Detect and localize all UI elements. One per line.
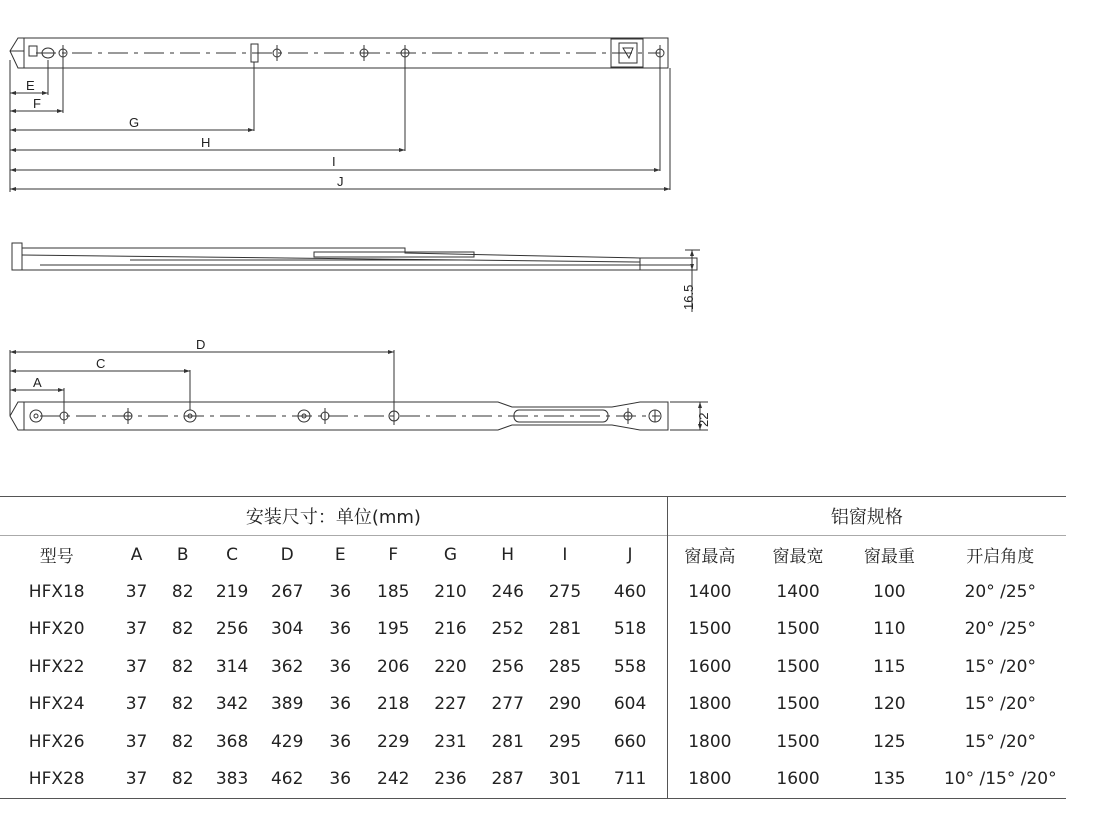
dim-label-a: A	[33, 375, 42, 390]
top-dimensions	[10, 60, 670, 192]
table-row	[0, 573, 1066, 611]
dimension-cell: 82	[171, 581, 194, 602]
table-row	[0, 723, 1066, 761]
dimension-cell: 301	[537, 761, 594, 799]
dimension-cell: 295	[548, 731, 582, 752]
spec-cell: 20° /25°	[964, 581, 1036, 602]
dimension-cell: 220	[434, 656, 467, 677]
dimension-cell: 227	[434, 694, 467, 715]
dimension-cell: 460	[613, 581, 647, 602]
spec-cell: 1500	[667, 611, 752, 649]
col-header-model: 型号	[39, 547, 74, 567]
dimension-cell: 711	[593, 761, 667, 799]
dim-label-j: J	[337, 174, 344, 189]
dimension-cell: 287	[479, 761, 537, 799]
col-header-b: B	[176, 544, 189, 565]
spec-cell: 115	[873, 656, 906, 677]
spec-cell: 135	[844, 761, 934, 799]
dimension-cell: 277	[491, 694, 524, 715]
col-header-g: G	[443, 544, 458, 565]
spec-cell: 110	[873, 619, 906, 640]
model-cell: HFX22	[28, 656, 85, 677]
spec-cell: 100	[873, 581, 906, 602]
dimension-cell: 36	[329, 581, 352, 602]
dimension-cell: 660	[613, 731, 647, 752]
dimension-cell: 36	[329, 619, 352, 640]
dimension-cell: 314	[215, 656, 249, 677]
col-header-c: C	[226, 544, 239, 565]
dim-label-d: D	[196, 337, 206, 352]
dimension-cell: 281	[491, 731, 524, 752]
dimension-cell: 342	[215, 694, 249, 715]
dimension-cell: 389	[270, 694, 304, 715]
spec-cell: 1400	[667, 573, 752, 611]
col-header-max-height: 窗最高	[667, 536, 752, 574]
dimension-cell: 37	[113, 761, 159, 799]
dim-label-e: E	[26, 78, 35, 93]
col-header-max-weight: 窗最重	[863, 547, 915, 567]
dimension-cell: 36	[329, 731, 352, 752]
dimension-cell: 236	[422, 761, 479, 799]
window-spec-heading: 铝窗规格	[667, 497, 1066, 536]
table-group-header	[0, 497, 1066, 536]
dimension-cell: 518	[613, 619, 647, 640]
dimension-cell: 218	[377, 694, 410, 715]
spec-cell: 20° /25°	[964, 619, 1036, 640]
table-header-row	[0, 536, 1066, 574]
col-header-e: E	[334, 544, 346, 565]
dimension-cell: 429	[270, 731, 304, 752]
dimension-cell: 36	[329, 656, 352, 677]
dimension-cell: 267	[270, 581, 304, 602]
spec-cell: 1500	[776, 619, 820, 640]
dimension-cell: 246	[491, 581, 524, 602]
col-header-i: I	[562, 544, 568, 565]
spec-cell: 15° /20°	[964, 731, 1036, 752]
dim-label-c: C	[96, 356, 106, 371]
table-row	[0, 611, 1066, 649]
dimension-cell: 604	[613, 694, 647, 715]
spec-table	[0, 496, 1066, 799]
dimension-cell: 256	[491, 656, 524, 677]
col-header-f: F	[388, 544, 399, 565]
spec-cell: 1800	[667, 723, 752, 761]
dimension-cell: 37	[125, 656, 148, 677]
dimension-cell: 304	[270, 619, 304, 640]
spec-cell: 15° /20°	[964, 694, 1036, 715]
dimension-cell: 82	[171, 656, 194, 677]
dim-label-g: G	[129, 115, 140, 130]
col-header-h: H	[501, 544, 515, 565]
dimension-cell: 82	[160, 761, 206, 799]
model-cell: HFX28	[0, 761, 113, 799]
dimension-cell: 36	[316, 761, 364, 799]
spec-cell: 1500	[776, 656, 820, 677]
dimension-cell: 281	[548, 619, 582, 640]
col-header-d: D	[280, 544, 294, 565]
dimension-cell: 252	[491, 619, 524, 640]
spec-cell: 120	[873, 694, 906, 715]
col-header-j: J	[627, 544, 633, 565]
dimension-cell: 37	[125, 731, 148, 752]
model-cell: HFX20	[28, 619, 85, 640]
spec-cell: 1800	[667, 761, 752, 799]
spec-cell: 1500	[776, 694, 820, 715]
spec-cell: 15° /20°	[964, 656, 1036, 677]
spec-cell: 1400	[776, 581, 820, 602]
install-dimensions-heading: 安装尺寸：单位(mm)	[245, 507, 421, 528]
dimension-cell: 37	[125, 581, 148, 602]
dimension-cell: 37	[125, 619, 148, 640]
spec-cell: 1600	[667, 648, 752, 686]
dimension-cell: 285	[548, 656, 582, 677]
dim-label-h: H	[201, 135, 211, 150]
spec-cell: 125	[873, 731, 906, 752]
dim-label-16-5: 16.5	[681, 284, 696, 310]
dimension-cell: 210	[434, 581, 467, 602]
dimension-cell: 82	[171, 694, 194, 715]
dimension-cell: 216	[434, 619, 467, 640]
spec-cell: 1800	[667, 686, 752, 724]
dimension-cell: 219	[215, 581, 249, 602]
dimension-cell: 558	[613, 656, 647, 677]
dimension-cell: 195	[377, 619, 410, 640]
dimension-cell: 82	[171, 619, 194, 640]
col-header-opening-angle: 开启角度	[966, 547, 1035, 567]
model-cell: HFX18	[28, 581, 85, 602]
dimension-cell: 231	[434, 731, 467, 752]
dimension-cell: 206	[377, 656, 410, 677]
dimension-cell: 82	[171, 731, 194, 752]
dimension-cell: 36	[329, 694, 352, 715]
dim-label-22: 22	[696, 412, 711, 427]
spec-cell: 10° /15° /20°	[935, 761, 1066, 799]
col-header-max-width: 窗最宽	[772, 547, 824, 567]
dimension-cell: 290	[548, 694, 582, 715]
table-row	[0, 761, 1066, 799]
dim-label-f: F	[33, 96, 41, 111]
dimension-cell: 275	[548, 581, 582, 602]
model-cell: HFX24	[28, 694, 85, 715]
dimension-cell: 229	[377, 731, 410, 752]
dimension-cell: 37	[125, 694, 148, 715]
dimension-cell: 362	[270, 656, 304, 677]
dimension-cell: 256	[215, 619, 249, 640]
dimension-cell: 383	[206, 761, 259, 799]
bottom-view	[10, 350, 708, 430]
model-cell: HFX26	[28, 731, 85, 752]
spec-cell: 1500	[776, 731, 820, 752]
dim-label-i: I	[332, 154, 336, 169]
dimension-cell: 368	[215, 731, 249, 752]
spec-cell: 1600	[752, 761, 844, 799]
dimension-cell: 185	[377, 581, 410, 602]
col-header-a: A	[130, 544, 143, 565]
dimension-cell: 242	[364, 761, 422, 799]
side-view	[12, 243, 700, 312]
top-view	[10, 38, 668, 68]
table-row	[0, 686, 1066, 724]
table-row	[0, 648, 1066, 686]
dimension-cell: 462	[258, 761, 316, 799]
